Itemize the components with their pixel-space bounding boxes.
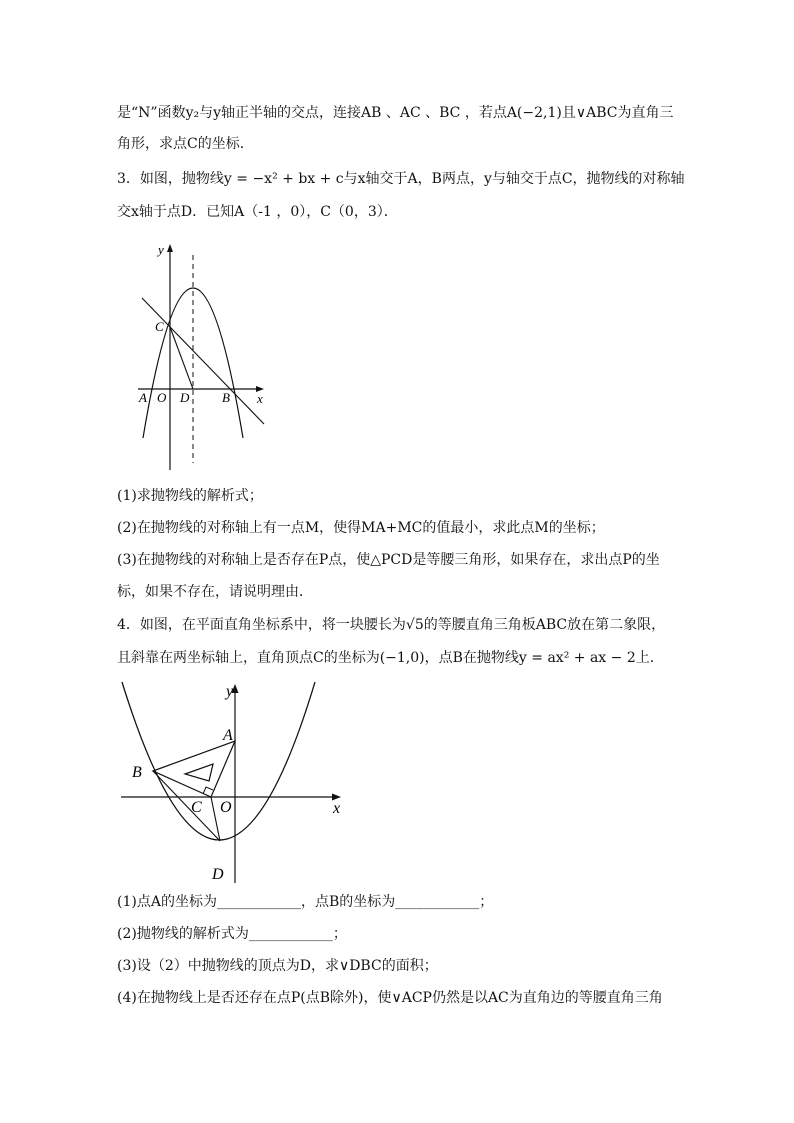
segment-cd <box>211 797 220 841</box>
text-line-2: 角形，求点C的坐标． <box>117 136 254 152</box>
problem-3-line-1: 3．如图，抛物线y = −x² + bx + c与x轴交于A，B两点，y与轴交于点C，抛物线的对称轴 <box>117 171 685 187</box>
problem-3-q3-line-2: 标，如果不存在，请说明理由． <box>117 584 313 600</box>
figure-parabola-2 <box>115 678 350 886</box>
label-c: C <box>155 319 164 334</box>
label-a: A <box>139 390 147 405</box>
problem-4-q1: (1)点A的坐标为____________，点B的坐标为____________； <box>117 894 494 910</box>
problem-4-q2: (2)抛物线的解析式为____________； <box>117 926 347 942</box>
label-o: O <box>220 799 232 816</box>
label-b: B <box>132 764 142 781</box>
problem-4-line-1: 4．如图，在平面直角坐标系中，将一块腰长为√5的等腰直角三角板ABC放在第二象限， <box>117 617 666 633</box>
label-c: C <box>191 799 202 816</box>
problem-3-line-2: 交x轴于点D．已知A（-1 ，0），C（0，3）． <box>117 204 398 220</box>
right-angle-mark <box>203 787 213 794</box>
label-x: x <box>257 391 263 406</box>
text-line-1: 是“N”函数y₂与y轴正半轴的交点，连接AB 、AC 、BC ，若点A(−2,1)且∨ABC为直角三 <box>117 105 674 121</box>
inner-triangle <box>185 764 213 781</box>
label-y: y <box>226 683 234 700</box>
label-o: O <box>157 390 167 405</box>
line-bc <box>142 298 264 424</box>
y-axis-arrow <box>167 244 173 252</box>
label-d: D <box>212 866 224 883</box>
label-d: D <box>180 390 190 405</box>
problem-4-line-2: 且斜靠在两坐标轴上，直角顶点C的坐标为(−1,0)，点B在抛物线y = ax² + ax − 2上． <box>117 650 664 666</box>
figure-parabola-1 <box>130 238 275 478</box>
problem-3-q2: (2)在抛物线的对称轴上有一点M，使得MA+MC的值最小，求此点M的坐标； <box>117 520 605 536</box>
triangle-abc <box>153 741 235 797</box>
problem-3-q3-line-1: (3)在抛物线的对称轴上是否存在P点，使△PCD是等腰三角形，如果存在，求出点P的坐 <box>117 552 660 568</box>
label-x: x <box>333 800 341 817</box>
problem-4-q4: (4)在抛物线上是否还存在点P(点B除外)，使∨ACP仍然是以AC为直角边的等腰直角三角 <box>117 990 663 1006</box>
label-y: y <box>158 242 164 257</box>
label-b: B <box>222 390 230 405</box>
problem-4-q3: (3)设（2）中抛物线的顶点为D，求∨DBC的面积； <box>117 958 438 974</box>
parabola-curve <box>122 682 315 840</box>
segment-bd <box>153 771 220 841</box>
problem-3-q1: (1)求抛物线的解析式； <box>117 488 263 504</box>
segment-cd <box>170 327 193 389</box>
label-a: A <box>223 727 233 744</box>
